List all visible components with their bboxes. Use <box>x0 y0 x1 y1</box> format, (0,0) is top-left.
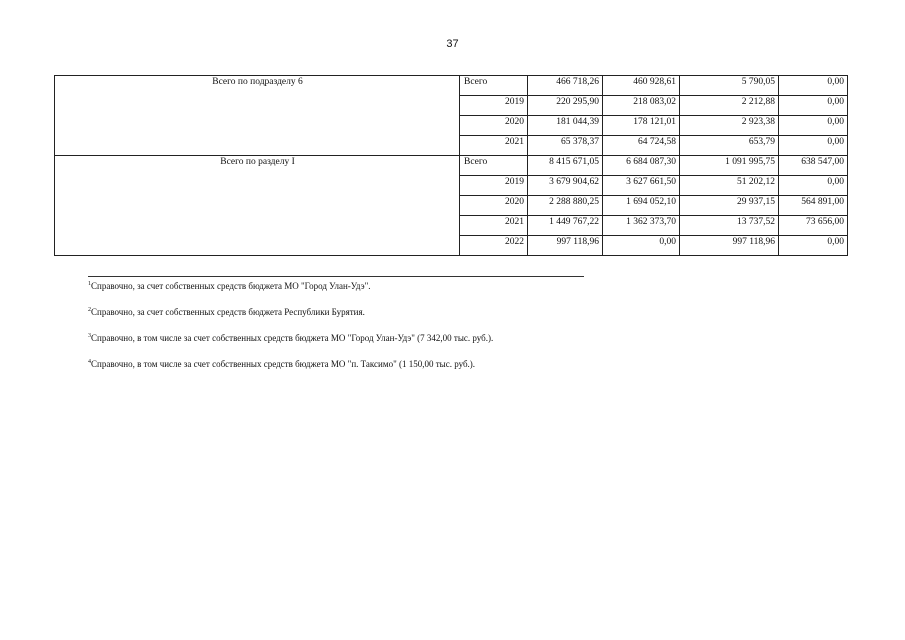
amount-col4-cell: 0,00 <box>779 76 848 96</box>
footnote-text: Справочно, за счет собственных средств бюджета МО "Город Улан-Удэ". <box>91 281 371 291</box>
footnotes <box>88 280 808 371</box>
amount-col3-cell: 2 212,88 <box>680 96 779 116</box>
budget-table <box>54 75 848 256</box>
amount-total-cell: 181 044,39 <box>528 116 603 136</box>
amount-total-cell: 3 679 904,62 <box>528 176 603 196</box>
amount-col3-cell: 13 737,52 <box>680 216 779 236</box>
amount-col3-cell: 1 091 995,75 <box>680 156 779 176</box>
amount-col2-cell: 1 694 052,10 <box>603 196 680 216</box>
amount-col4-cell: 0,00 <box>779 96 848 116</box>
year-cell: 2021 <box>460 216 528 236</box>
group-label: Всего по подразделу 6 <box>55 76 460 156</box>
year-cell: 2020 <box>460 116 528 136</box>
footnote-text: Справочно, за счет собственных средств бюджета Республики Бурятия. <box>91 307 365 317</box>
amount-total-cell: 8 415 671,05 <box>528 156 603 176</box>
year-cell: 2020 <box>460 196 528 216</box>
amount-col2-cell: 1 362 373,70 <box>603 216 680 236</box>
amount-col2-cell: 6 684 087,30 <box>603 156 680 176</box>
amount-col2-cell: 3 627 661,50 <box>603 176 680 196</box>
amount-col4-cell: 0,00 <box>779 116 848 136</box>
footnote-mark: 1 <box>88 281 91 287</box>
footnote <box>88 358 808 371</box>
amount-col3-cell: 2 923,38 <box>680 116 779 136</box>
footnote <box>88 332 808 345</box>
footnote-text: Справочно, в том числе за счет собственных средств бюджета МО "п. Таксимо" (1 150,00 тыс. руб.). <box>91 359 476 369</box>
footnote <box>88 280 808 293</box>
amount-total-cell: 2 288 880,25 <box>528 196 603 216</box>
amount-col4-cell: 638 547,00 <box>779 156 848 176</box>
footnote-mark: 3 <box>88 333 91 339</box>
amount-col2-cell: 64 724,58 <box>603 136 680 156</box>
amount-col4-cell: 0,00 <box>779 136 848 156</box>
footnote-text: Справочно, в том числе за счет собственных средств бюджета МО "Город Улан-Удэ" (7 342,00 тыс. руб.). <box>91 333 494 343</box>
amount-col2-cell: 218 083,02 <box>603 96 680 116</box>
footnote <box>88 306 808 319</box>
amount-total-cell: 65 378,37 <box>528 136 603 156</box>
table-row <box>55 76 848 96</box>
group-label: Всего по разделу I <box>55 156 460 256</box>
amount-col3-cell: 51 202,12 <box>680 176 779 196</box>
year-cell: 2022 <box>460 236 528 256</box>
amount-col2-cell: 0,00 <box>603 236 680 256</box>
table-row <box>55 156 848 176</box>
amount-col4-cell: 0,00 <box>779 236 848 256</box>
amount-col4-cell: 564 891,00 <box>779 196 848 216</box>
amount-col3-cell: 5 790,05 <box>680 76 779 96</box>
amount-col4-cell: 73 656,00 <box>779 216 848 236</box>
amount-col3-cell: 29 937,15 <box>680 196 779 216</box>
amount-total-cell: 997 118,96 <box>528 236 603 256</box>
amount-total-cell: 1 449 767,22 <box>528 216 603 236</box>
footnote-mark: 4 <box>88 359 91 365</box>
footnote-separator <box>88 276 584 277</box>
amount-total-cell: 466 718,26 <box>528 76 603 96</box>
amount-col4-cell: 0,00 <box>779 176 848 196</box>
amount-col3-cell: 653,79 <box>680 136 779 156</box>
amount-col2-cell: 178 121,01 <box>603 116 680 136</box>
year-cell: Всего <box>460 156 528 176</box>
year-cell: Всего <box>460 76 528 96</box>
year-cell: 2021 <box>460 136 528 156</box>
amount-total-cell: 220 295,90 <box>528 96 603 116</box>
year-cell: 2019 <box>460 96 528 116</box>
footnote-mark: 2 <box>88 307 91 313</box>
page-number: 37 <box>446 38 459 50</box>
amount-col3-cell: 997 118,96 <box>680 236 779 256</box>
amount-col2-cell: 460 928,61 <box>603 76 680 96</box>
year-cell: 2019 <box>460 176 528 196</box>
